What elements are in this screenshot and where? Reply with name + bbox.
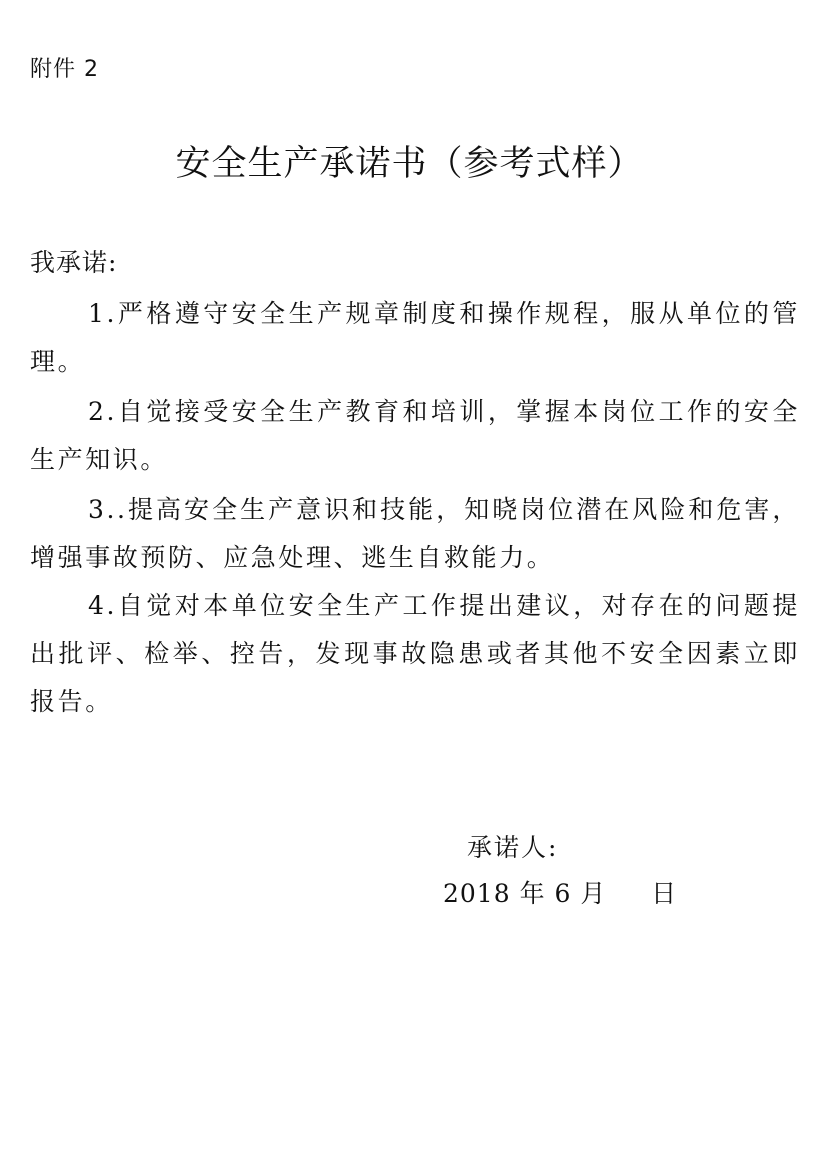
document-title: 安全生产承诺书（参考式样） [175,144,644,184]
commitment-item-2: 2.自觉接受安全生产教育和培训，掌握本岗位工作的安全生产知识。 [30,397,800,474]
commitment-item-4: 4.自觉对本单位安全生产工作提出建议，对存在的问题提出批评、检举、控告，发现事故隐患或者其他不安全因素立即报告。 [30,591,800,716]
signature-date: 2018 年 6 月 日 [443,879,678,908]
signature-label: 承诺人: [467,833,559,862]
intro-text: 我承诺: [30,248,118,277]
attachment-label: 附件 2 [30,57,99,82]
commitment-item-1: 1.严格遵守安全生产规章制度和操作规程，服从单位的管理。 [30,299,800,376]
commitment-item-3: 3..提高安全生产意识和技能，知晓岗位潜在风险和危害，增强事故预防、应急处理、逃生自救能力。 [30,495,800,572]
